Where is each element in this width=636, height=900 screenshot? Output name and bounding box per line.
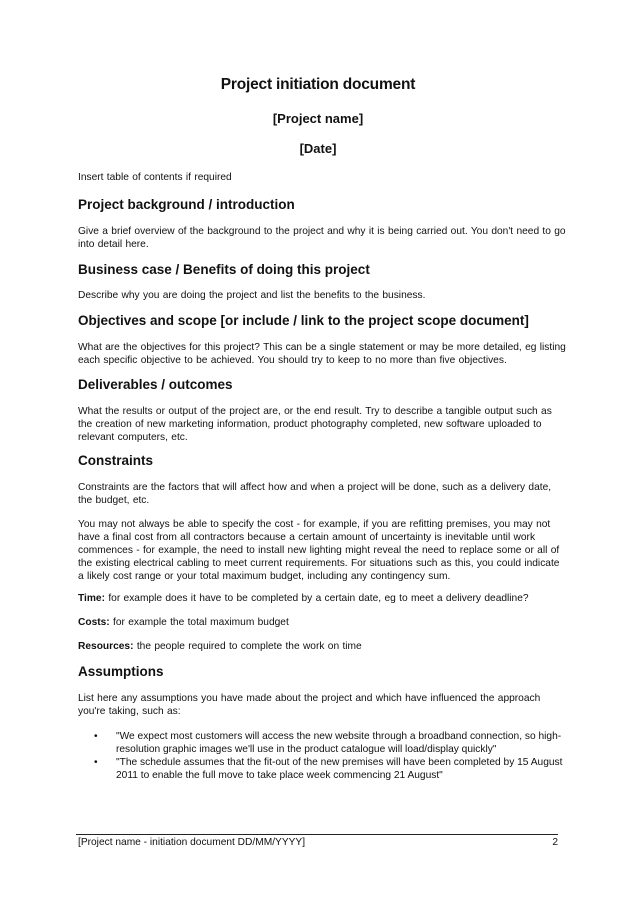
footer-divider (76, 834, 558, 835)
assumptions-text: List here any assumptions you have made about the project and which have influenced the approach you're taking, such as: (78, 693, 541, 717)
constraint-costs (78, 616, 568, 629)
time-label: Time: (78, 593, 105, 604)
heading-deliverables: Deliverables / outcomes (78, 377, 233, 392)
project-name: [Project name] (272, 111, 364, 126)
document-date: [Date] (299, 141, 337, 156)
deliverables-text: What the results or output of the project are, or the end result. Try to describe a tangible output such as the creation of new marketing information, product photography completed, new software uploaded to relevant computers, etc. (78, 406, 552, 443)
heading-constraints: Constraints (78, 453, 154, 468)
heading-background: Project background / introduction (78, 197, 295, 212)
list-item-text: "The schedule assumes that the fit-out of the new premises will have been completed by 15 August 2011 to enable the full move to take place week commencing 21 August" (116, 757, 563, 781)
footer-text: [Project name - initiation document DD/MM/YYYY] (78, 837, 306, 848)
constraint-time (78, 592, 568, 605)
time-text: for example does it have to be completed by a certain date, eg to meet a delivery deadline? (105, 593, 529, 604)
resources-text: the people required to complete the work on time (133, 641, 362, 652)
toc-note: Insert table of contents if required (78, 172, 232, 183)
document-title: Project initiation document (220, 76, 416, 93)
list-item (78, 756, 568, 782)
resources-label: Resources: (78, 641, 134, 652)
page-number: 2 (552, 837, 558, 848)
assumptions-list (78, 730, 568, 782)
heading-objectives: Objectives and scope [or include / link to the project scope document] (78, 313, 529, 328)
constraints-text-1: Constraints are the factors that will affect how and when a project will be done, such as a delivery date, the budget, etc. (78, 482, 552, 506)
constraints-text-2: You may not always be able to specify the cost - for example, if you are refitting premises, you may not have a final cost from all contractors because a certain amount of uncertainty is inevitable until work commences - for example, the need to install new lighting might reveal the need to replace some or all of the existing electrical cabling to meet current requirements. For situations such as this, you could indicate a likely cost range or your total maximum budget, including any contingency sum. (78, 519, 560, 582)
list-item (78, 730, 568, 756)
list-item-text: "We expect most customers will access the new website through a broadband connection, so high-resolution graphic images we'll use in the product catalogue will load/display quickly" (116, 731, 562, 755)
constraint-resources (78, 640, 568, 653)
heading-business-case: Business case / Benefits of doing this project (78, 262, 370, 277)
bullet-icon: • (94, 757, 98, 768)
costs-text: for example the total maximum budget (109, 617, 289, 628)
costs-label: Costs: (78, 617, 110, 628)
bullet-icon: • (94, 731, 98, 742)
heading-assumptions: Assumptions (78, 664, 164, 679)
objectives-text: What are the objectives for this project? This can be a single statement or may be more detailed, eg listing each specific objective to be achieved. You should try to keep to no more than five objectives. (78, 342, 566, 366)
business-case-text: Describe why you are doing the project and list the benefits to the business. (78, 290, 426, 301)
background-text: Give a brief overview of the background to the project and why it is being carried out. You don't need to go into detail here. (78, 226, 566, 250)
